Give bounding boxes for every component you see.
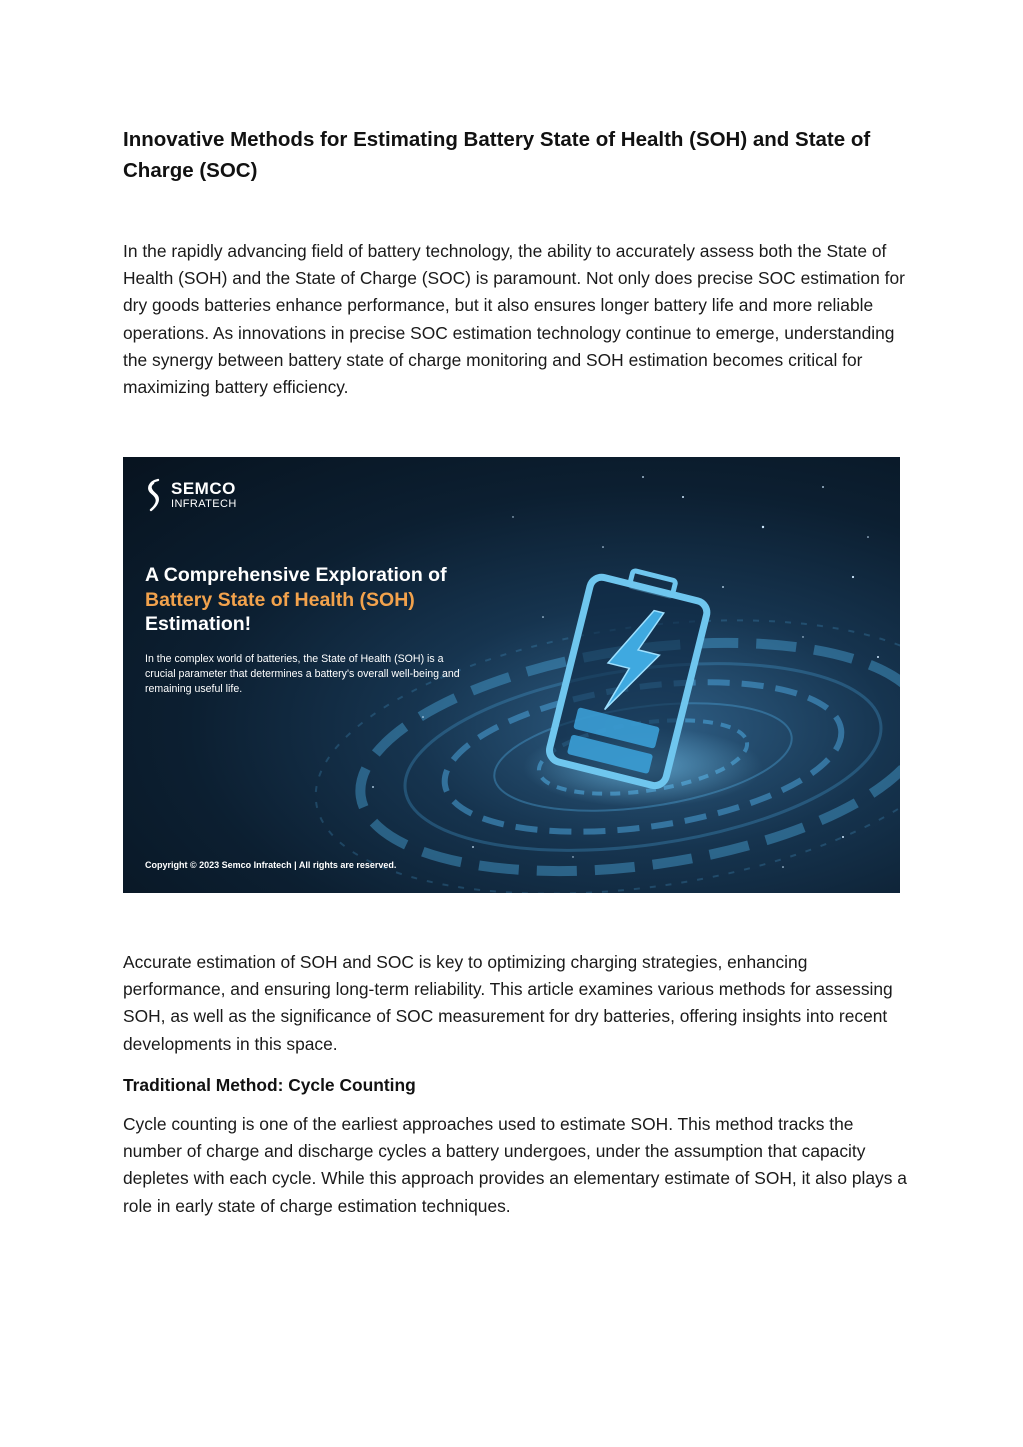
semco-logo: [143, 477, 237, 513]
logo-subtitle: INFRATECH: [171, 498, 237, 510]
intro-paragraph: In the rapidly advancing field of battery technology, the ability to accurately assess both the State of Health (SOH) and the State of Charge (SOC) is paramount. Not only does precise SOC estimation for dry goods batteries enhance performance, but it also ensures longer battery life and more reliable operations. As innovations in precise SOC estimation technology continue to emerge, understanding the synergy between battery state of charge monitoring and SOH estimation becomes critical for maximizing battery efficiency.: [123, 241, 905, 398]
section-body-paragraph: Cycle counting is one of the earliest approaches used to estimate SOH. This method tracks the number of charge and discharge cycles a battery undergoes, under the assumption that capacity depletes with each cycle. While this approach provides an elementary estimate of SOH, it also plays a role in early state of charge estimation techniques.: [123, 1114, 907, 1216]
article-banner-image: [123, 457, 900, 893]
banner-heading-highlight: Battery State of Health (SOH): [145, 588, 415, 611]
banner-copyright: Copyright © 2023 Semco Infratech | All rights are reserved.: [145, 860, 397, 870]
banner-heading-line1: A Comprehensive Exploration of: [145, 564, 447, 586]
page-title: Innovative Methods for Estimating Battery State of Health (SOH) and State of Charge (SOC): [123, 128, 871, 182]
banner-description: In the complex world of batteries, the State of Health (SOH) is a crucial parameter that determines a battery's overall well-being and remaining useful life.: [145, 653, 460, 695]
banner-heading-line3: Estimation!: [145, 613, 252, 635]
body-paragraph: Accurate estimation of SOH and SOC is key to optimizing charging strategies, enhancing performance, and ensuring long-term reliability. This article examines various methods for assessing SOH, as well as the significance of SOC measurement for dry batteries, offering insights into recent developments in this space.: [123, 952, 893, 1054]
semco-logo-mark-icon: [143, 477, 165, 513]
section-heading: Traditional Method: Cycle Counting: [123, 1075, 416, 1095]
logo-name: SEMCO: [171, 479, 236, 498]
banner-heading: [145, 563, 525, 637]
